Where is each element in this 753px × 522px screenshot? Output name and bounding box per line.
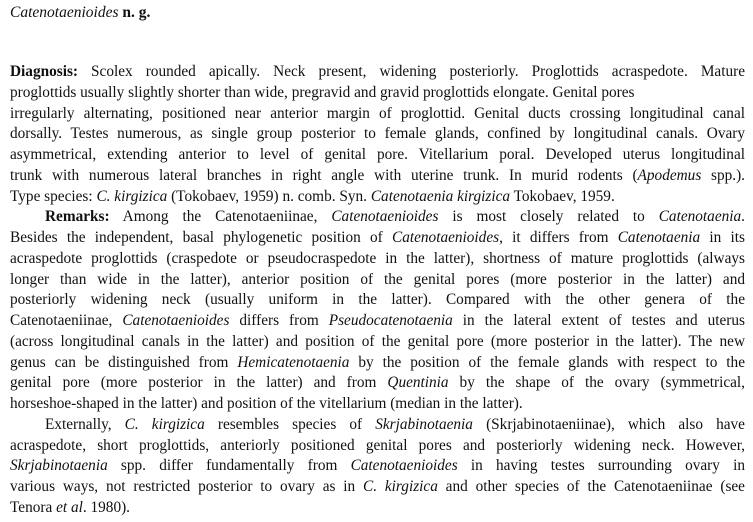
- text-line: [45, 415, 745, 435]
- italic-taxon: Catenotaenioides: [392, 229, 500, 246]
- text-run: genus can be distinguished from: [10, 353, 238, 371]
- text-line: [10, 270, 745, 290]
- text-run: .: [741, 208, 745, 226]
- text-line: [10, 166, 745, 186]
- paragraph-label: Remarks:: [45, 208, 110, 226]
- text-run: and other species of the Catenotaeniinae (see: [437, 478, 745, 495]
- text-run: , it differs from: [499, 229, 618, 246]
- text-run: spp.).: [701, 166, 745, 184]
- italic-taxon: Hemicatenotaenia: [237, 353, 350, 371]
- text-run: (Skrjabinotaeniinae), which also have: [472, 415, 745, 433]
- italic-taxon: Catenotaenia: [658, 208, 742, 226]
- italic-taxon: Catenotaenioides: [331, 208, 439, 226]
- italic-taxon: et al: [56, 498, 83, 516]
- text-line: [10, 249, 745, 269]
- text-line: [10, 498, 745, 518]
- text-run: Among the Catenotaeniinae,: [109, 208, 332, 226]
- text-run: horseshoe-shaped in the latter) and position of the vitellarium (median in the latter).: [10, 395, 523, 412]
- text-run: genital pore (more posterior in the latter) and from: [10, 374, 388, 392]
- text-line: [10, 373, 745, 393]
- italic-taxon: Skrjabinotaenia: [10, 457, 108, 475]
- italic-taxon: C. kirgizica: [124, 415, 205, 433]
- italic-taxon: Quentinia: [387, 374, 449, 392]
- italic-taxon: Skrjabinotaenia: [375, 415, 473, 433]
- text-run: acraspedote, short proglottids, anteriorly positioned genital pores and posteriorly widening neck. However,: [10, 436, 745, 454]
- text-run: is most closely related to: [438, 208, 659, 226]
- text-run: proglottids usually slightly shorter than wide, pregravid and gravid proglottids elongate. Genital pores: [10, 83, 635, 101]
- text-line: [10, 290, 745, 310]
- text-line: [10, 353, 745, 373]
- italic-taxon: Catenotaenia kirgizica: [370, 187, 511, 205]
- italic-taxon: Pseudocatenotaenia: [328, 312, 453, 329]
- genus-name: Catenotaenioides: [10, 4, 119, 21]
- text-run: (across longitudinal canals in the latter) and position of the genital pore (more posterior in the latter). The new: [10, 332, 745, 350]
- paragraph-label: Diagnosis:: [10, 63, 78, 80]
- text-run: dorsally. Testes numerous, as single group posterior to female glands, confined by longitudinal canals. Ovary: [10, 125, 745, 143]
- text-line: [10, 104, 745, 124]
- text-run: in having testes surrounding ovary in: [457, 457, 745, 475]
- text-run: (Tokobaev, 1959) n. comb. Syn.: [167, 187, 371, 205]
- text-run: Besides the independent, basal phylogenetic position of: [10, 229, 392, 246]
- new-genus-label: n. g.: [118, 4, 151, 21]
- text-line: [10, 145, 745, 165]
- text-run: Tokobaev, 1959.: [510, 187, 615, 205]
- text-line: [10, 228, 745, 248]
- text-run: by the shape of the ovary (symmetrical,: [448, 374, 745, 392]
- text-line: [10, 311, 745, 331]
- section-heading: [10, 4, 150, 22]
- text-line: [10, 332, 745, 352]
- italic-taxon: Catenotaenia: [617, 229, 701, 246]
- text-run: in the lateral extent of testes and uterus: [452, 312, 746, 329]
- text-line: [45, 207, 745, 227]
- italic-taxon: Apodemus: [637, 166, 702, 184]
- text-run: Externally,: [45, 415, 125, 433]
- italic-taxon: C. kirgizica: [363, 478, 438, 495]
- italic-taxon: C. kirgizica: [96, 187, 168, 205]
- text-line: [10, 83, 745, 103]
- text-run: Type species:: [10, 187, 97, 205]
- text-run: posteriorly widening neck (usually uniform in the latter). Compared with the other genera of the: [10, 291, 745, 309]
- text-run: asymmetrical, extending anterior to level of genital pore. Vitellarium poral. Developed uterus longitudinal: [10, 146, 745, 163]
- text-run: acraspedote proglottids (craspedote or pseudocraspedote in the latter), shortness of mature proglottids (always: [10, 249, 745, 267]
- text-run: spp. differ fundamentally from: [107, 457, 351, 475]
- text-run: Scolex rounded apically. Neck present, widening posteriorly. Proglottids acraspedote. Mature: [78, 63, 745, 80]
- text-line: [10, 456, 745, 476]
- text-run: longer than wide in the latter), anterior position of the genital pores (more posterior in the latter) and: [10, 270, 745, 288]
- text-run: various ways, not restricted posterior to ovary as in: [10, 478, 364, 495]
- italic-taxon: Catenotaenioides: [122, 312, 230, 329]
- text-line: [10, 62, 745, 82]
- text-run: resembles species of: [204, 415, 376, 433]
- text-line: [10, 436, 745, 456]
- text-line: [10, 187, 745, 207]
- text-run: trunk with numerous lateral branches in right angle with uterine trunk. In murid rodents (: [10, 166, 638, 184]
- text-run: . 1980).: [82, 498, 131, 516]
- text-run: Catenotaeniinae,: [10, 312, 123, 329]
- text-line: [10, 394, 745, 414]
- text-run: by the position of the female glands with respect to the: [349, 353, 745, 371]
- text-run: differs from: [229, 312, 329, 329]
- text-run: Tenora: [10, 498, 57, 516]
- italic-taxon: Catenotaenioides: [350, 457, 458, 475]
- text-run: in its: [700, 229, 745, 246]
- text-line: [10, 477, 745, 497]
- text-run: irregularly alternating, positioned near anterior margin of proglottid. Genital ducts crossing longitudinal canal: [10, 104, 745, 122]
- text-line: [10, 124, 745, 144]
